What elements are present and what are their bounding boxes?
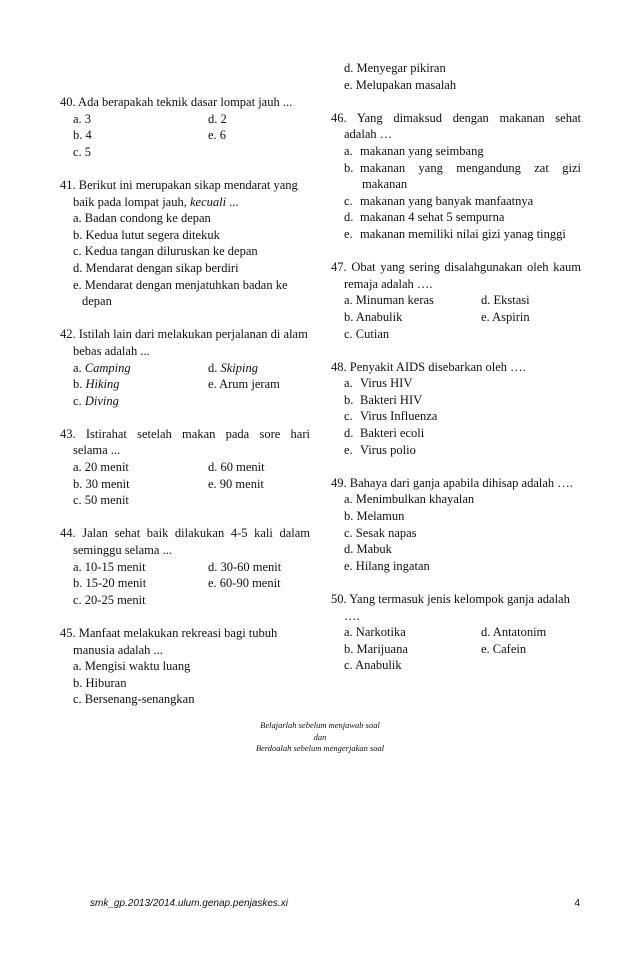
question-text: 48. Penyakit AIDS disebarkan oleh …. — [331, 359, 526, 374]
option-b: b. makanan yang mengandung zat gizi — [344, 160, 581, 175]
option-c: c. Virus Influenza — [344, 409, 438, 424]
option-e: e. Cafein — [481, 641, 527, 656]
option-c: c. 5 — [73, 144, 92, 159]
question-50 — [331, 591, 581, 674]
options — [331, 292, 581, 342]
question-text-line2: manusia adalah ... — [73, 642, 163, 657]
option-e: e. 60-90 menit — [208, 576, 281, 591]
option-d: d. Mendarat dengan sikap berdiri — [73, 260, 239, 275]
question-text-line1: 50. Yang termasuk jenis kelompok ganja adalah — [331, 592, 570, 606]
option-c: c. 20-25 menit — [73, 592, 146, 607]
question-text-line1: 42. Istilah lain dari melakukan perjalanan di alam — [60, 327, 308, 342]
option-b: b. 15-20 menit — [73, 576, 147, 591]
emphasis: kecuali — [189, 194, 227, 209]
option-a: a. Badan condong ke depan — [73, 211, 211, 226]
question-48 — [331, 359, 581, 459]
option-d: d. 30-60 menit — [208, 559, 282, 574]
question-text-line1: 45. Manfaat melakukan rekreasi bagi tubuh — [60, 626, 278, 640]
question-text-line1: 43. Istirahat setelah makan pada sore hari — [60, 426, 310, 441]
right-column — [331, 60, 581, 674]
option-d: d. Antatonim — [481, 625, 547, 640]
option-c: c. Anabulik — [344, 658, 402, 673]
option-b-cont: makanan — [362, 177, 408, 192]
question-text-line1: 44. Jalan sehat baik dilakukan 4-5 kali dalam — [60, 526, 310, 541]
question-text-line2: bebas adalah ... — [73, 343, 150, 358]
question-text-line2: selama ... — [73, 443, 121, 458]
option-d: d. Bakteri ecoli — [344, 426, 425, 441]
options — [60, 111, 310, 161]
option-e: e. Virus polio — [344, 442, 416, 457]
note-line-3: Berdoalah sebelum mengerjakan soal — [255, 743, 385, 753]
question-40 — [60, 94, 310, 160]
options — [60, 559, 310, 609]
question-45-continued — [331, 60, 581, 93]
option-a: a. 3 — [73, 111, 92, 126]
options — [60, 360, 310, 410]
question-text-line1: 41. Berikut ini merupakan sikap mendarat yang — [60, 177, 298, 192]
closing-note — [200, 720, 440, 755]
option-b: b. Anabulik — [344, 309, 403, 324]
option-d: d. makanan 4 sehat 5 sempurna — [344, 210, 505, 225]
question-41 — [60, 177, 310, 310]
question-45 — [60, 625, 310, 708]
options — [60, 210, 310, 310]
option-e: e. Mendarat dengan menjatuhkan badan ke — [73, 277, 288, 292]
question-text-line2: seminggu selama ... — [73, 543, 172, 558]
option-a: a. Virus HIV — [344, 376, 413, 391]
option-b: b. 4 — [73, 128, 92, 143]
option-b: b. Hiburan — [73, 675, 127, 690]
option-b: b. 30 menit — [73, 476, 130, 491]
question-text-line2: baik pada lompat jauh, kecuali ... — [73, 194, 239, 209]
question-text-line1: 46. Yang dimaksud dengan makanan sehat — [331, 110, 581, 125]
question-44 — [60, 525, 310, 608]
question-42 — [60, 326, 310, 409]
question-text: 40. Ada berapakah teknik dasar lompat jauh ... — [60, 95, 293, 109]
question-text-line2: remaja adalah …. — [344, 276, 433, 291]
option-d: d. 60 menit — [208, 460, 265, 475]
option-d: d. Skiping — [208, 360, 258, 375]
option-c: c. Kedua tangan diluruskan ke depan — [73, 244, 258, 259]
option-b: b. Marijuana — [344, 641, 408, 656]
option-c: c. Diving — [73, 393, 119, 408]
option-e: e. Hilang ingatan — [344, 558, 430, 573]
option-a: a. Narkotika — [344, 625, 406, 640]
question-text: 49. Bahaya dari ganja apabila dihisap adalah …. — [331, 475, 573, 490]
page-number: 4 — [574, 898, 580, 909]
option-a: a. 10-15 menit — [73, 559, 146, 574]
option-e: e. 6 — [208, 128, 227, 143]
option-b: b. Melamun — [344, 509, 405, 524]
option-e: e. Aspirin — [481, 309, 530, 324]
option-e: e. Melupakan masalah — [344, 77, 457, 92]
option-a: a. Mengisi waktu luang — [73, 659, 191, 674]
option-c: c. 50 menit — [73, 493, 129, 508]
option-b: b. Kedua lutut segera ditekuk — [73, 227, 220, 242]
option-e: e. makanan memiliki nilai gizi yanag tinggi — [344, 226, 566, 241]
options — [60, 459, 310, 509]
question-43 — [60, 426, 310, 509]
option-a: a. makanan yang seimbang — [344, 143, 484, 158]
options — [331, 624, 581, 674]
options — [60, 658, 310, 708]
option-e: e. 90 menit — [208, 476, 264, 491]
option-d: d. Ekstasi — [481, 293, 530, 308]
footer-doc-id: smk_gp.2013/2014.ulum.genap.penjaskes.xi — [90, 898, 288, 909]
question-text-line1: 47. Obat yang sering disalahgunakan oleh kaum — [331, 260, 581, 275]
note-line-1: Belajarlah sebelum menjawab soal — [260, 720, 380, 730]
option-d: d. 2 — [208, 111, 227, 126]
page-footer — [90, 898, 580, 909]
options — [331, 491, 581, 574]
option-c: c. Cutian — [344, 326, 390, 341]
option-b: b. Hiking — [73, 377, 120, 392]
option-b: b. Bakteri HIV — [344, 392, 423, 407]
options — [331, 375, 581, 458]
option-c: c. makanan yang banyak manfaatnya — [344, 193, 534, 208]
question-47 — [331, 259, 581, 342]
option-a: a. Menimbulkan khayalan — [344, 492, 475, 507]
option-a: a. Camping — [73, 360, 131, 375]
note-line-2: dan — [313, 731, 327, 742]
option-c: c. Sesak napas — [344, 525, 417, 540]
option-d: d. Mabuk — [344, 542, 392, 557]
left-column — [60, 94, 310, 708]
option-a: a. Minuman keras — [344, 293, 434, 308]
options — [331, 143, 581, 243]
option-e: e. Arum jeram — [208, 377, 280, 392]
question-46 — [331, 110, 581, 243]
question-text-line2: adalah … — [344, 127, 393, 142]
question-text-line2: …. — [344, 608, 360, 623]
option-c: c. Bersenang-senangkan — [73, 692, 195, 707]
option-a: a. 20 menit — [73, 460, 129, 475]
question-49 — [331, 475, 581, 575]
option-e-cont: depan — [82, 294, 112, 309]
option-d: d. Menyegar pikiran — [344, 61, 446, 75]
